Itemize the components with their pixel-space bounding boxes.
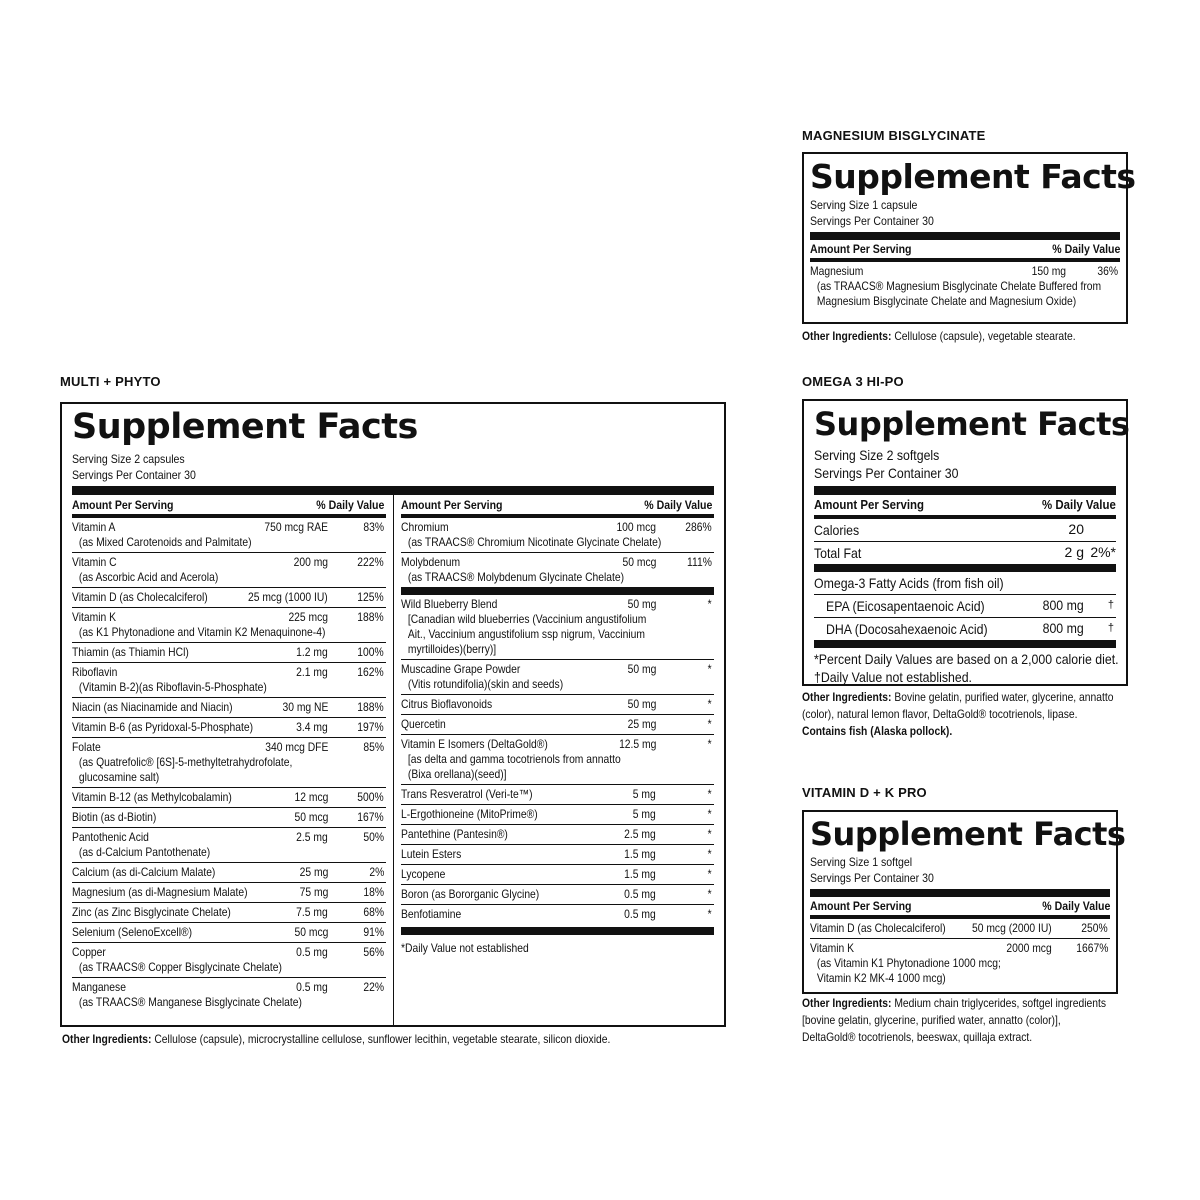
nutrient-name: Zinc (as Zinc Bisglycinate Chelate) [72,905,231,919]
nutrient-name: Vitamin B-12 (as Methylcobalamin) [72,790,232,804]
multi-right-column [401,496,714,956]
magnesium-rows [810,262,1120,311]
nutrient-daily-value: * [707,867,712,881]
multi-servings-per-container: Servings Per Container 30 [72,468,196,482]
nutrient-name: Vitamin B-6 (as Pyridoxal-5-Phosphate) [72,720,254,734]
nutrient-name: Pantethine (Pantesin®) [401,827,508,841]
omega-thick-rule [814,486,1116,495]
magnesium-thick-rule [810,232,1120,240]
nutrient-daily-value: 125% [357,590,384,604]
other-ingredients-text: Cellulose (capsule), vegetable stearate. [894,329,1076,343]
nutrient-name: Manganese [72,980,126,994]
nutrient-source: (Bixa orellana)(seed)] [407,767,507,781]
omega-total-fat-row [814,542,1116,564]
nutrient-name: Magnesium (as di-Magnesium Malate) [72,885,248,899]
calories-value: 20 [1068,521,1084,537]
nutrient-daily-value: * [707,662,712,676]
nutrient-daily-value: 68% [363,905,384,919]
nutrient-daily-value: 250% [1081,921,1108,935]
nutrient-source: Magnesium Bisglycinate Chelate and Magnesium Oxide) [816,294,1077,308]
amount-per-serving-header: Amount Per Serving [810,899,912,913]
multi-right-section-rule [401,587,714,595]
nutrient-source: (as TRAACS® Chromium Nicotinate Glycinate Chelate) [407,535,662,549]
nutrient-row [401,553,714,587]
nutrient-name: Pantothenic Acid [72,830,149,844]
nutrient-amount: 0.5 mg [624,907,656,921]
multi-footnote: *Daily Value not established [401,941,529,955]
nutrient-row [810,919,1110,939]
nutrient-amount: 50 mcg [622,555,656,569]
multi-left-column [72,496,386,1012]
nutrient-row [72,808,386,828]
nutrient-name: Wild Blueberry Blend [401,597,498,611]
other-ingredients-label: Other Ingredients: [802,996,892,1010]
omega-header-row [814,495,1116,515]
magnesium-facts-panel [802,152,1136,324]
nutrient-row [72,718,386,738]
dha-dv: † [1107,622,1114,634]
total-fat-value: 2 g [1064,544,1084,560]
nutrient-row [810,262,1120,311]
nutrient-row [401,825,714,845]
nutrient-source: [as delta and gamma tocotrienols from annatto [407,752,621,766]
nutrient-row [72,903,386,923]
nutrient-source: (as Vitamin K1 Phytonadione 1000 mcg; [816,956,1001,970]
nutrient-source: glucosamine salt) [78,770,160,784]
nutrient-amount: 2.5 mg [624,827,656,841]
nutrient-row [72,608,386,643]
nutrient-amount: 50 mg [627,662,656,676]
omega-facts-panel [802,399,1128,686]
nutrient-daily-value: * [707,907,712,921]
nutrient-source: (as TRAACS® Magnesium Bisglycinate Chelate Buffered from [816,279,1102,293]
nutrient-amount: 340 mcg DFE [264,740,328,754]
nutrient-name: Boron (as Bororganic Glycine) [401,887,540,901]
nutrient-source: (as d-Calcium Pantothenate) [78,845,211,859]
nutrient-daily-value: 222% [357,555,384,569]
nutrient-name: Vitamin E Isomers (DeltaGold®) [401,737,548,751]
multi-facts-title: Supplement Facts [72,407,418,447]
amount-per-serving-header: Amount Per Serving [401,498,503,512]
nutrient-amount: 2.5 mg [296,830,328,844]
nutrient-source: (Vitis rotundifolia)(skin and seeds) [407,677,564,691]
nutrient-daily-value: * [707,827,712,841]
nutrient-row [401,885,714,905]
nutrient-name: Niacin (as Niacinamide and Niacin) [72,700,233,714]
omega-fatty-acids-label: Omega-3 Fatty Acids (from fish oil) [814,575,1004,591]
nutrient-daily-value: * [707,807,712,821]
nutrient-source: Ait., Vaccinium angustifolium ssp nigrum, Vaccinium [407,627,645,641]
omega-fat-rule [814,564,1116,572]
nutrient-row [72,883,386,903]
nutrient-daily-value: 83% [363,520,384,534]
nutrient-daily-value: 18% [363,885,384,899]
nutrient-row [401,805,714,825]
omega-footnote-percent: *Percent Daily Values are based on a 2,000 calorie diet. [814,651,1119,667]
vitdk-thick-rule [810,889,1110,897]
nutrient-amount: 100 mcg [616,520,656,534]
daily-value-header: % Daily Value [315,498,384,512]
nutrient-daily-value: 286% [685,520,712,534]
nutrient-amount: 75 mg [299,885,328,899]
omega-facts-title: Supplement Facts [814,405,1130,443]
multi-left-header [72,496,386,514]
nutrient-daily-value: * [707,847,712,861]
nutrient-name: Thiamin (as Thiamin HCl) [72,645,189,659]
nutrient-daily-value: 50% [363,830,384,844]
nutrient-name: Vitamin D (as Cholecalciferol) [72,590,208,604]
multi-thick-rule [72,486,714,495]
nutrient-row [72,863,386,883]
omega-dha-row [814,618,1116,640]
other-ingredients-text-line1: Medium chain triglycerides, softgel ingredients [894,996,1106,1010]
total-fat-label: Total Fat [814,545,862,561]
vitdk-servings-per-container: Servings Per Container 30 [810,871,934,885]
nutrient-amount: 5 mg [633,787,656,801]
nutrient-amount: 1.5 mg [624,867,656,881]
nutrient-daily-value: 2% [369,865,384,879]
vitdk-header-row [810,897,1110,915]
dha-value: 800 mg [1042,620,1084,636]
nutrient-source: (as Mixed Carotenoids and Palmitate) [78,535,252,549]
nutrient-source: (as TRAACS® Manganese Bisglycinate Chelate) [78,995,302,1009]
nutrient-name: Lutein Esters [401,847,462,861]
nutrient-daily-value: * [707,717,712,731]
vitdk-facts-panel [802,810,1126,994]
multi-right-bottom-rule [401,927,714,935]
dha-label: DHA (Docosahexaenoic Acid) [826,621,988,637]
nutrient-daily-value: 500% [357,790,384,804]
amount-per-serving-header: Amount Per Serving [814,497,924,512]
nutrient-source: myrtilloides)(berry)] [407,642,497,656]
amount-per-serving-header: Amount Per Serving [810,242,912,256]
magnesium-facts-title: Supplement Facts [810,157,1136,196]
nutrient-row [72,553,386,588]
nutrient-name: Trans Resveratrol (Veri-te™) [401,787,533,801]
omega-other-ingredients [802,689,1163,740]
vitdk-other-ingredients [802,995,1163,1046]
amount-per-serving-header: Amount Per Serving [72,498,174,512]
nutrient-daily-value: 36% [1097,264,1118,278]
nutrient-row [401,845,714,865]
nutrient-name: Quercetin [401,717,446,731]
omega-fatty-acids-row [814,572,1116,595]
multi-column-divider [393,495,394,1025]
other-ingredients-label: Other Ingredients: [802,329,892,343]
magnesium-serving-size: Serving Size 1 capsule [810,198,918,212]
epa-dv: † [1107,599,1114,611]
nutrient-row [401,518,714,553]
multi-other-ingredients [62,1031,716,1048]
nutrient-daily-value: * [707,737,712,751]
multi-facts-panel [60,402,726,1027]
nutrient-amount: 2.1 mg [296,665,328,679]
nutrient-row [72,828,386,863]
nutrient-row [72,698,386,718]
nutrient-name: Benfotiamine [401,907,462,921]
nutrient-daily-value: 167% [357,810,384,824]
calories-label: Calories [814,522,860,538]
nutrient-name: Calcium (as di-Calcium Malate) [72,865,216,879]
nutrient-row [401,865,714,885]
nutrient-amount: 50 mcg [294,925,328,939]
nutrient-row [72,738,386,788]
nutrient-amount: 25 mcg (1000 IU) [248,590,328,604]
nutrient-name: Molybdenum [401,555,461,569]
nutrient-amount: 750 mcg RAE [264,520,328,534]
nutrient-name: Copper [72,945,106,959]
nutrient-amount: 0.5 mg [296,980,328,994]
vitdk-product-title: VITAMIN D + K PRO [802,785,927,800]
nutrient-name: Vitamin K [72,610,116,624]
nutrient-source: (as TRAACS® Copper Bisglycinate Chelate) [78,960,282,974]
nutrient-row [72,518,386,553]
nutrient-source: (as Quatrefolic® [6S]-5-methyltetrahydrofolate, [78,755,293,769]
nutrient-name: Folate [72,740,101,754]
nutrient-name: Lycopene [401,867,446,881]
vitdk-facts-title: Supplement Facts [810,815,1126,853]
nutrient-name: Magnesium [810,264,864,278]
nutrient-amount: 50 mg [627,697,656,711]
magnesium-other-ingredients [802,328,1163,345]
nutrient-daily-value: * [707,787,712,801]
multi-right-header [401,496,714,514]
nutrient-source: Vitamin K2 MK-4 1000 mcg) [816,971,946,985]
multi-right-rows-minerals [401,518,714,587]
omega-epa-row [814,595,1116,618]
other-ingredients-text-line2: [bovine gelatin, glycerine, purified water, annatto (color)], [802,1013,1061,1027]
nutrient-daily-value: * [707,597,712,611]
nutrient-row [401,660,714,695]
nutrient-amount: 0.5 mg [296,945,328,959]
nutrient-row [401,735,714,785]
nutrient-row [72,788,386,808]
other-ingredients-text-line1: Bovine gelatin, purified water, glycerine, annatto [894,690,1114,704]
daily-value-header: % Daily Value [1051,242,1120,256]
nutrient-amount: 30 mg NE [282,700,328,714]
other-ingredients-label: Other Ingredients: [802,690,892,704]
omega-calories-row [814,519,1116,542]
nutrient-row [72,643,386,663]
magnesium-header-row [810,240,1120,258]
omega-bottom-rule [814,640,1116,648]
daily-value-header: % Daily Value [1041,899,1110,913]
nutrient-daily-value: 1667% [1075,941,1108,955]
nutrient-daily-value: * [707,697,712,711]
other-ingredients-text: Cellulose (capsule), microcrystalline cellulose, sunflower lecithin, vegetable stearate, silicon dioxide. [154,1032,611,1046]
nutrient-amount: 25 mg [627,717,656,731]
nutrient-name: Vitamin D (as Cholecalciferol) [810,921,946,935]
epa-label: EPA (Eicosapentaenoic Acid) [826,598,985,614]
nutrient-amount: 5 mg [633,807,656,821]
nutrient-amount: 200 mg [293,555,328,569]
allergen-statement: Contains fish (Alaska pollock). [802,724,953,738]
total-fat-dv: 2%* [1090,544,1116,560]
nutrient-row [810,939,1110,988]
nutrient-source: (Vitamin B-2)(as Riboflavin-5-Phosphate) [78,680,267,694]
nutrient-daily-value: 188% [357,700,384,714]
nutrient-daily-value: 22% [363,980,384,994]
nutrient-row [72,588,386,608]
nutrient-row [72,663,386,698]
vitdk-serving-size: Serving Size 1 softgel [810,855,913,869]
nutrient-name: L-Ergothioneine (MitoPrime®) [401,807,538,821]
nutrient-source: (as K1 Phytonadione and Vitamin K2 Menaquinone-4) [78,625,326,639]
nutrient-name: Selenium (SelenoExcell®) [72,925,193,939]
nutrient-source: [Canadian wild blueberries (Vaccinium angustifolium [407,612,647,626]
nutrient-daily-value: 56% [363,945,384,959]
daily-value-header: % Daily Value [1042,497,1116,512]
nutrient-name: Muscadine Grape Powder [401,662,521,676]
nutrient-amount: 25 mg [299,865,328,879]
nutrient-row [72,978,386,1012]
nutrient-row [401,785,714,805]
nutrient-amount: 1.2 mg [296,645,328,659]
nutrient-row [401,715,714,735]
nutrient-daily-value: 85% [363,740,384,754]
nutrient-name: Biotin (as d-Biotin) [72,810,157,824]
nutrient-daily-value: 100% [357,645,384,659]
nutrient-daily-value: 111% [687,555,712,569]
epa-value: 800 mg [1042,597,1084,613]
nutrient-amount: 50 mcg [294,810,328,824]
nutrient-row [401,695,714,715]
nutrient-row [401,905,714,924]
nutrient-daily-value: 188% [357,610,384,624]
omega-product-title: OMEGA 3 HI-PO [802,374,904,389]
nutrient-name: Vitamin K [810,941,854,955]
other-ingredients-label: Other Ingredients: [62,1032,152,1046]
nutrient-daily-value: * [707,887,712,901]
omega-footnote-dagger: †Daily Value not established. [814,669,972,685]
nutrient-name: Vitamin C [72,555,117,569]
nutrient-amount: 2000 mcg [1006,941,1052,955]
nutrient-row [72,923,386,943]
daily-value-header: % Daily Value [643,498,712,512]
other-ingredients-text-line3: DeltaGold® tocotrienols, beeswax, quillaja extract. [802,1030,1033,1044]
omega-serving-size: Serving Size 2 softgels [814,447,940,463]
nutrient-source: (as Ascorbic Acid and Acerola) [78,570,219,584]
nutrient-daily-value: 162% [357,665,384,679]
nutrient-amount: 50 mcg (2000 IU) [972,921,1052,935]
nutrient-daily-value: 197% [357,720,384,734]
multi-product-title: MULTI + PHYTO [60,374,161,389]
nutrient-amount: 225 mcg [288,610,328,624]
other-ingredients-text-line2: (color), natural lemon flavor, DeltaGold® tocotrienols, lipase. [802,707,1078,721]
multi-left-rows [72,518,386,1012]
nutrient-amount: 1.5 mg [624,847,656,861]
vitdk-rows [810,919,1110,988]
magnesium-servings-per-container: Servings Per Container 30 [810,214,934,228]
omega-servings-per-container: Servings Per Container 30 [814,465,959,481]
nutrient-row [401,595,714,660]
nutrient-amount: 3.4 mg [296,720,328,734]
nutrient-row [72,943,386,978]
nutrient-amount: 12.5 mg [618,737,656,751]
nutrient-name: Vitamin A [72,520,116,534]
nutrient-amount: 50 mg [627,597,656,611]
nutrient-amount: 7.5 mg [296,905,328,919]
multi-right-rows-phyto [401,595,714,924]
nutrient-amount: 0.5 mg [624,887,656,901]
multi-serving-size: Serving Size 2 capsules [72,452,185,466]
nutrient-name: Riboflavin [72,665,118,679]
nutrient-amount: 12 mcg [294,790,328,804]
nutrient-amount: 150 mg [1031,264,1066,278]
nutrient-name: Citrus Bioflavonoids [401,697,493,711]
magnesium-product-title: MAGNESIUM BISGLYCINATE [802,128,986,143]
nutrient-name: Chromium [401,520,449,534]
nutrient-source: (as TRAACS® Molybdenum Glycinate Chelate) [407,570,625,584]
nutrient-daily-value: 91% [363,925,384,939]
